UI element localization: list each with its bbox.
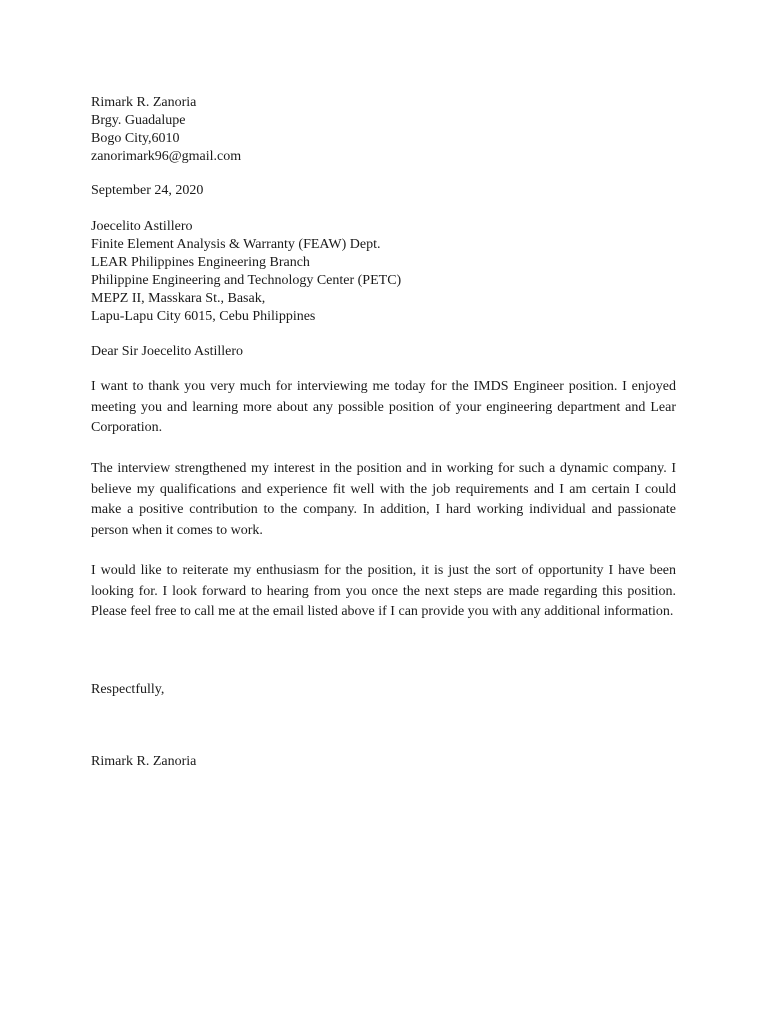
closing-text: Respectfully, — [91, 682, 165, 697]
sender-name: Rimark R. Zanoria — [91, 95, 197, 110]
recipient-department: Finite Element Analysis & Warranty (FEAW) Dept. — [91, 237, 381, 252]
sender-address-line2: Bogo City,6010 — [91, 131, 180, 146]
sender-address-line1: Brgy. Guadalupe — [91, 113, 186, 128]
body-paragraph-3: I would like to reiterate my enthusiasm for the position, it is just the sort of opportunity I have been looking for. I look forward to hearing from you once the next steps are made regarding this position. Please feel free to call me at the email listed above if I can provide you with any additional information. — [91, 563, 676, 619]
signature-text: Rimark R. Zanoria — [91, 754, 197, 769]
sender-email: zanorimark96@gmail.com — [91, 149, 242, 164]
signature-name — [91, 753, 677, 771]
body-paragraph-1: I want to thank you very much for interviewing me today for the IMDS Engineer position. I enjoyed meeting you and learning more about any possible position of your engineering department and Lear Corporation. — [91, 379, 676, 435]
salutation-text: Dear Sir Joecelito Astillero — [91, 344, 244, 359]
recipient-center: Philippine Engineering and Technology Center (PETC) — [91, 273, 402, 288]
recipient-city: Lapu-Lapu City 6015, Cebu Philippines — [91, 309, 316, 324]
letter-date — [91, 182, 677, 200]
closing — [91, 681, 677, 699]
recipient-name: Joecelito Astillero — [91, 219, 193, 234]
salutation — [91, 343, 677, 361]
recipient-street: MEPZ II, Masskara St., Basak, — [91, 291, 266, 306]
sender-address-block — [91, 94, 677, 166]
recipient-branch: LEAR Philippines Engineering Branch — [91, 255, 310, 270]
date-text: September 24, 2020 — [91, 183, 204, 198]
recipient-address-block — [91, 218, 677, 326]
body-paragraph-2: The interview strengthened my interest in the position and in working for such a dynamic company. I believe my qualifications and experience fit well with the job requirements and I am certain I could make a positive contribution to the company. In addition, I hard working individual and passionate person when it comes to work. — [91, 461, 676, 538]
